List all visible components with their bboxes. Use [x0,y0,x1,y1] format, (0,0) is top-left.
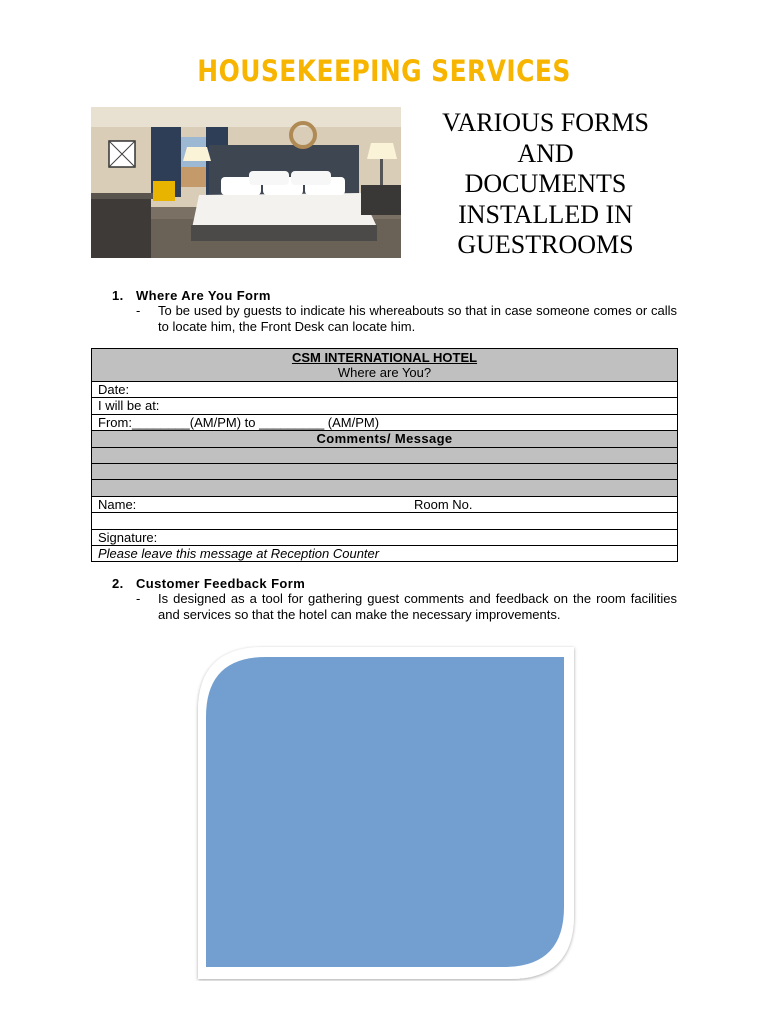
time-row: From:________(AM/PM) to _________ (AM/PM) [92,414,677,430]
blank-row [92,512,677,528]
where-are-you-form [91,348,678,562]
comments-header: Comments/ Message [92,430,677,446]
bullet-dash: - [136,303,141,318]
section-text: Is designed as a tool for gathering guest comments and feedback on the room facilities and services so that the hotel can make the necessary improvements. [158,591,677,622]
section-number: 2. [112,576,124,591]
form-header [92,349,677,381]
section-where-are-you [112,288,677,334]
comments-line [92,479,677,495]
name-row [92,496,677,512]
name-label: Name: [98,496,137,512]
section-heading-text: Customer Feedback Form [136,576,306,591]
section-number: 1. [112,288,124,303]
section-text: To be used by guests to indicate his whereabouts so that in case someone comes or calls to locate him, the Front Desk can locate him. [158,303,677,334]
hotel-name: CSM INTERNATIONAL HOTEL [291,350,478,365]
comments-line [92,463,677,479]
hotel-room-photo [91,107,401,258]
comments-line [92,447,677,463]
bullet-dash: - [136,591,141,606]
section-body [112,303,677,334]
location-row: I will be at: [92,397,677,413]
side-title-line: INSTALLED IN [458,199,633,229]
side-title [408,108,683,261]
side-title-line: DOCUMENTS [464,169,627,198]
date-row: Date: [92,381,677,397]
section-heading-text: Where Are You Form [136,288,271,303]
section-heading [112,288,677,303]
room-label: Room No. [414,496,473,512]
form-subtitle: Where are You? [337,365,432,380]
footer-note: Please leave this message at Reception Counter [92,545,677,561]
page-title: HOUSEKEEPING SERVICES [197,54,571,88]
section-heading [112,576,677,591]
side-title-line: VARIOUS FORMS [442,108,649,137]
section-customer-feedback [112,576,677,622]
section-body [112,591,677,622]
side-title-line: GUESTROOMS [457,230,634,259]
side-title-line: AND [517,138,574,168]
feedback-form-placeholder-shape [194,645,580,986]
signature-row: Signature: [92,529,677,545]
